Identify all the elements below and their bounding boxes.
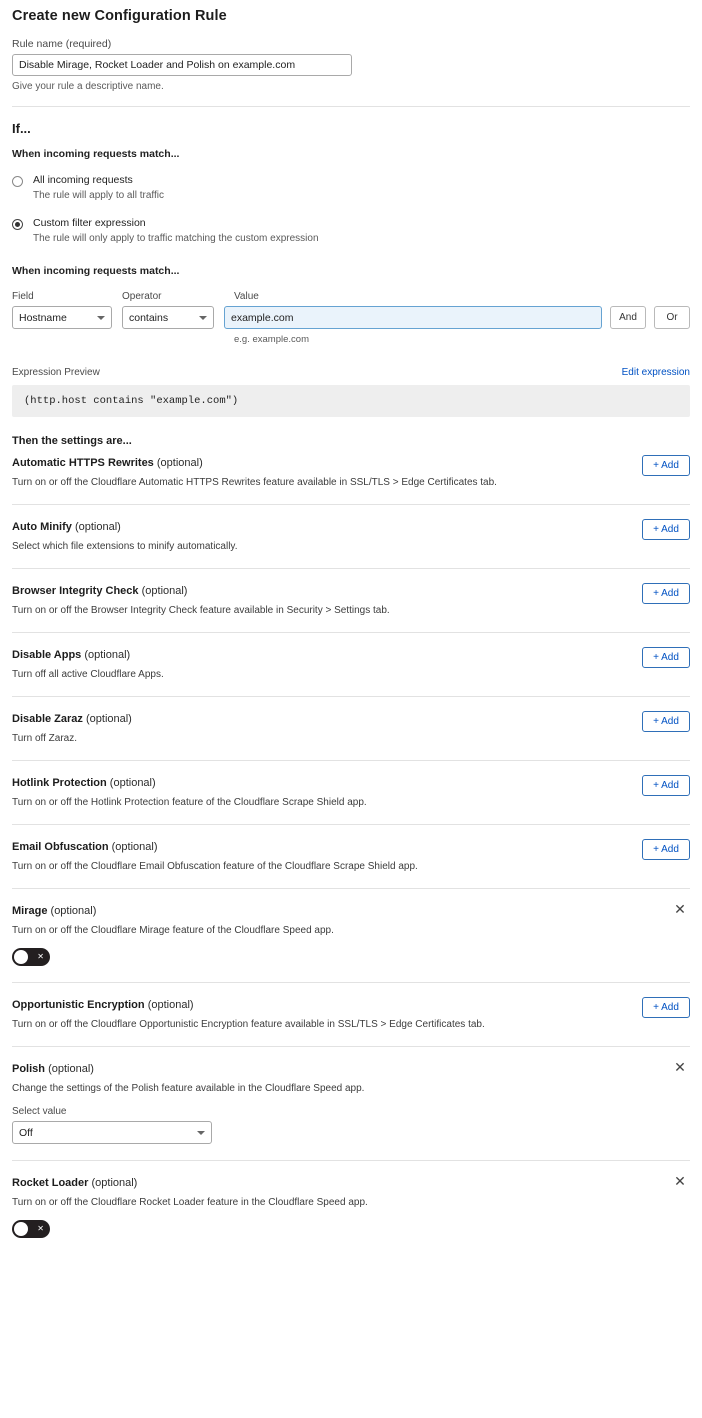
- expression-preview-label: Expression Preview: [12, 367, 100, 379]
- rocket-loader-toggle[interactable]: [12, 1220, 50, 1238]
- if-heading: If...: [12, 121, 31, 136]
- setting-optional: (optional): [141, 585, 188, 598]
- page-title: Create new Configuration Rule: [12, 8, 227, 24]
- setting-optional: (optional): [109, 777, 156, 790]
- setting-title: [12, 713, 690, 725]
- radio-desc-all-requests: The rule will apply to all traffic: [33, 190, 164, 202]
- rule-name-input[interactable]: [12, 54, 352, 76]
- setting-disable-zaraz: [12, 696, 690, 744]
- add-button[interactable]: + Add: [642, 647, 690, 668]
- setting-optional: (optional): [147, 999, 194, 1012]
- setting-name: Mirage: [12, 905, 48, 918]
- chevron-down-icon: [97, 316, 105, 320]
- column-header-operator: Operator: [122, 291, 162, 303]
- column-header-value: Value: [234, 291, 259, 303]
- setting-description: Turn off Zaraz.: [12, 733, 78, 745]
- setting-title: [12, 777, 690, 789]
- toggle-knob: [14, 1222, 28, 1236]
- add-button[interactable]: + Add: [642, 711, 690, 732]
- setting-name: Disable Zaraz: [12, 713, 83, 726]
- close-icon: ✕: [37, 952, 44, 962]
- expression-builder-row: [12, 306, 690, 329]
- expression-column-headers: [12, 291, 690, 302]
- add-button[interactable]: + Add: [642, 997, 690, 1018]
- add-button[interactable]: + Add: [642, 519, 690, 540]
- setting-description: Turn on or off the Browser Integrity Check feature available in Security > Settings tab.: [12, 605, 390, 617]
- setting-description: Turn on or off the Hotlink Protection feature of the Cloudflare Scrape Shield app.: [12, 797, 367, 809]
- setting-description: Turn on or off the Cloudflare Mirage feature of the Cloudflare Speed app.: [12, 925, 334, 937]
- add-button[interactable]: + Add: [642, 839, 690, 860]
- setting-title: [12, 905, 690, 917]
- edit-expression-link[interactable]: Edit expression: [621, 367, 690, 379]
- setting-title: [12, 841, 690, 853]
- setting-optional: (optional): [74, 521, 121, 534]
- radio-label-custom-filter: Custom filter expression: [33, 216, 146, 229]
- close-icon: ✕: [37, 1224, 44, 1234]
- or-button[interactable]: Or: [654, 306, 690, 329]
- setting-description: Turn on or off the Cloudflare Rocket Loader feature in the Cloudflare Speed app.: [12, 1197, 368, 1209]
- setting-name: Hotlink Protection: [12, 777, 107, 790]
- remove-setting-button[interactable]: ✕: [672, 901, 688, 917]
- remove-setting-button[interactable]: ✕: [672, 1173, 688, 1189]
- setting-disable-apps: [12, 632, 690, 680]
- radio-label-all-requests: All incoming requests: [33, 174, 133, 186]
- setting-mirage: [12, 888, 690, 966]
- radio-option-custom-filter[interactable]: [12, 217, 690, 246]
- setting-name: Auto Minify: [12, 521, 72, 534]
- then-heading: Then the settings are...: [12, 435, 132, 448]
- chevron-down-icon: [199, 316, 207, 320]
- rule-name-group: [12, 38, 690, 92]
- remove-setting-button[interactable]: ✕: [672, 1059, 688, 1075]
- setting-optional: (optional): [50, 905, 97, 918]
- setting-optional: (optional): [91, 1177, 138, 1190]
- setting-title: [12, 521, 690, 533]
- column-header-field: Field: [12, 291, 34, 303]
- setting-description: Change the settings of the Polish feature available in the Cloudflare Speed app.: [12, 1083, 365, 1095]
- setting-optional: (optional): [85, 713, 132, 726]
- add-button[interactable]: + Add: [642, 583, 690, 604]
- setting-title: [12, 999, 690, 1011]
- value-input[interactable]: [224, 306, 602, 329]
- setting-name: Automatic HTTPS Rewrites: [12, 457, 154, 470]
- radio-icon[interactable]: [12, 176, 23, 187]
- radio-desc-custom-filter: The rule will only apply to traffic matching the custom expression: [33, 232, 319, 244]
- and-button[interactable]: And: [610, 306, 646, 329]
- setting-automatic-https-rewrites: [12, 457, 690, 488]
- rule-name-help: Give your rule a descriptive name.: [12, 81, 164, 92]
- setting-optional: (optional): [48, 1063, 94, 1076]
- operator-select[interactable]: [122, 306, 214, 329]
- field-select[interactable]: [12, 306, 112, 329]
- toggle-knob: [14, 950, 28, 964]
- radio-icon-selected[interactable]: [12, 219, 23, 230]
- chevron-down-icon: [197, 1131, 205, 1135]
- builder-heading: When incoming requests match...: [12, 265, 180, 278]
- operator-select-value: contains: [129, 311, 169, 324]
- select-value-label: Select value: [12, 1106, 67, 1118]
- setting-optional: (optional): [111, 841, 158, 854]
- setting-description: Turn off all active Cloudflare Apps.: [12, 669, 164, 681]
- setting-browser-integrity-check: [12, 568, 690, 616]
- radio-option-all-requests[interactable]: [12, 174, 690, 203]
- polish-select-value: Off: [19, 1126, 33, 1139]
- setting-title: [12, 649, 690, 661]
- add-button[interactable]: + Add: [642, 775, 690, 796]
- setting-name: Browser Integrity Check: [12, 585, 139, 598]
- setting-description: Turn on or off the Cloudflare Email Obfuscation feature of the Cloudflare Scrape Shield app.: [12, 861, 418, 873]
- setting-description: Turn on or off the Cloudflare Opportunistic Encryption feature available in SSL/TLS > Edge Certificates tab.: [12, 1019, 485, 1031]
- setting-title: [12, 1063, 690, 1075]
- setting-name: Disable Apps: [12, 649, 82, 662]
- setting-description: Select which file extensions to minify automatically.: [12, 541, 238, 553]
- setting-title: [12, 1177, 690, 1189]
- setting-title: [12, 585, 690, 597]
- expression-preview-box: (http.host contains "example.com"): [12, 385, 690, 417]
- setting-name: Rocket Loader: [12, 1177, 89, 1190]
- field-select-value: Hostname: [19, 311, 67, 324]
- mirage-toggle[interactable]: [12, 948, 50, 966]
- value-hint: e.g. example.com: [234, 334, 309, 346]
- rule-name-label: Rule name (required): [12, 38, 112, 50]
- setting-name: Opportunistic Encryption: [12, 999, 145, 1012]
- setting-optional: (optional): [156, 457, 203, 470]
- divider: [12, 106, 690, 107]
- match-heading: When incoming requests match...: [12, 148, 180, 160]
- setting-hotlink-protection: [12, 760, 690, 808]
- setting-polish: [12, 1046, 690, 1144]
- add-button[interactable]: + Add: [642, 455, 690, 476]
- setting-name: Polish: [12, 1063, 46, 1076]
- setting-rocket-loader: [12, 1160, 690, 1238]
- expression-preview-header: [12, 367, 690, 378]
- setting-description: Turn on or off the Cloudflare Automatic HTTPS Rewrites feature available in SSL/TLS > Edge Certificates tab.: [12, 477, 497, 489]
- polish-select[interactable]: [12, 1121, 212, 1144]
- setting-email-obfuscation: [12, 824, 690, 872]
- setting-title: [12, 457, 690, 469]
- setting-name: Email Obfuscation: [12, 841, 109, 854]
- setting-auto-minify: [12, 504, 690, 552]
- setting-optional: (optional): [84, 649, 131, 662]
- setting-opportunistic-encryption: [12, 982, 690, 1030]
